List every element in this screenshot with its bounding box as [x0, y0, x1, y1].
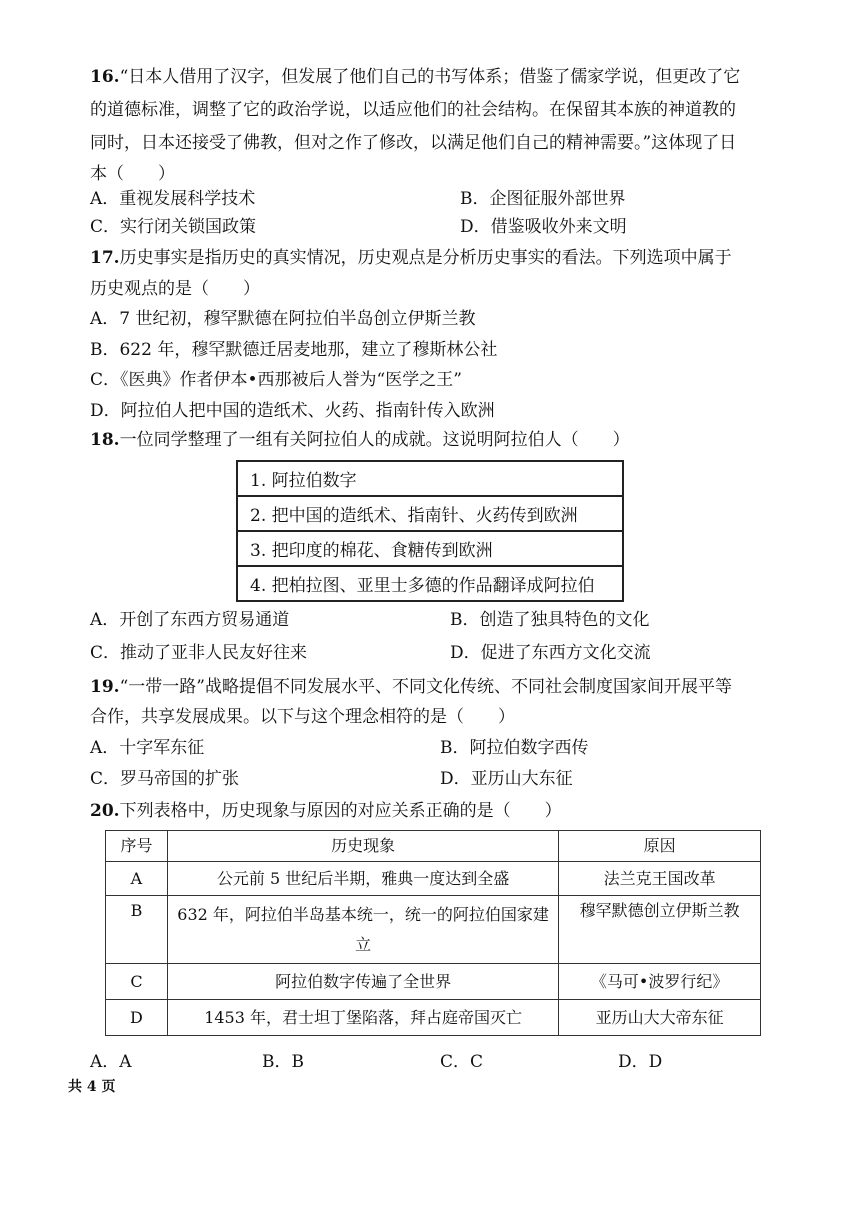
option-c: C．推动了亚非人民友好往来 — [90, 643, 308, 663]
row-phenomenon: 632 年，阿拉伯半岛基本统一，统一的阿拉伯国家建立 — [167, 896, 558, 964]
option-d: D．D — [618, 1052, 663, 1072]
row-cause: 法兰克王国改革 — [559, 862, 761, 896]
question-16-line-3: 同时，日本还接受了佛教，但对之作了修改，以满足他们自己的精神需要。”这体现了日 — [90, 133, 737, 153]
question-16-number: 16. — [90, 67, 120, 87]
question-16-line-2: 的道德标准，调整了它的政治学说，以适应他们的社会结构。在保留其本族的神道教的 — [90, 100, 736, 120]
option-b: B．阿拉伯数字西传 — [440, 738, 589, 758]
column-header: 历史现象 — [167, 831, 558, 862]
option-a: A．7 世纪初，穆罕默德在阿拉伯半岛创立伊斯兰教 — [90, 309, 476, 329]
option-b: B．B — [262, 1052, 304, 1072]
question-20-line-1: 20.下列表格中，历史现象与原因的对应关系正确的是（ ） — [90, 801, 562, 821]
row-phenomenon: 公元前 5 世纪后半期，雅典一度达到全盛 — [167, 862, 558, 896]
option-b: B．创造了独具特色的文化 — [450, 610, 650, 630]
list-item: 1. 阿拉伯数字 — [237, 461, 623, 496]
question-19-line-2: 合作，共享发展成果。以下与这个理念相符的是（ ） — [90, 707, 515, 727]
row-id: C — [106, 964, 168, 1000]
option-b: B．622 年，穆罕默德迁居麦地那，建立了穆斯林公社 — [90, 340, 498, 360]
row-cause: 穆罕默德创立伊斯兰教 — [559, 896, 761, 964]
table-row — [106, 1000, 761, 1036]
row-phenomenon: 1453 年，君士坦丁堡陷落，拜占庭帝国灭亡 — [167, 1000, 558, 1036]
option-a: A．A — [90, 1052, 132, 1072]
option-a: A．开创了东西方贸易通道 — [90, 610, 290, 630]
row-cause: 《马可•波罗行纪》 — [559, 964, 761, 1000]
row-cause: 亚历山大大帝东征 — [559, 1000, 761, 1036]
table-row — [106, 896, 761, 964]
question-20-number: 20. — [90, 801, 120, 821]
page-count: 共 4 页 — [68, 1079, 116, 1095]
list-item: 2. 把中国的造纸术、指南针、火药传到欧洲 — [237, 496, 623, 531]
question-18-line-1: 18.一位同学整理了一组有关阿拉伯人的成就。这说明阿拉伯人（ ） — [90, 430, 630, 450]
table-row — [106, 862, 761, 896]
achievement-list — [236, 460, 624, 602]
question-17-number: 17. — [90, 248, 120, 268]
option-d: D．借鉴吸收外来文明 — [460, 217, 627, 237]
option-c: C．《医典》作者伊本•西那被后人誉为“医学之王” — [90, 370, 462, 390]
question-19-line-1: 19.“一带一路”战略提倡不同发展水平、不同文化传统、不同社会制度国家间开展平等 — [90, 677, 732, 697]
table-header-row — [106, 831, 761, 862]
option-d: D．阿拉伯人把中国的造纸术、火药、指南针传入欧洲 — [90, 401, 495, 421]
option-d: D．促进了东西方文化交流 — [450, 643, 651, 663]
question-18-number: 18. — [90, 430, 120, 450]
column-header: 原因 — [559, 831, 761, 862]
row-id: D — [106, 1000, 168, 1036]
column-header: 序号 — [106, 831, 168, 862]
question-16-line-1: 16.“日本人借用了汉字，但发展了他们自己的书写体系；借鉴了儒家学说，但更改了它 — [90, 67, 741, 87]
option-c: C．罗马帝国的扩张 — [90, 769, 240, 789]
question-17-line-2: 历史观点的是（ ） — [90, 279, 260, 299]
row-id: B — [106, 896, 168, 964]
option-c: C．实行闭关锁国政策 — [90, 217, 257, 237]
row-phenomenon: 阿拉伯数字传遍了全世界 — [167, 964, 558, 1000]
question-16-line-4: 本（ ） — [90, 164, 175, 184]
table-row — [106, 964, 761, 1000]
option-a: A．十字军东征 — [90, 738, 205, 758]
option-c: C．C — [440, 1052, 484, 1072]
question-17-line-1: 17.历史事实是指历史的真实情况，历史观点是分析历史事实的看法。下列选项中属于 — [90, 248, 732, 268]
list-item: 4. 把柏拉图、亚里士多德的作品翻译成阿拉伯 — [237, 566, 623, 601]
option-d: D．亚历山大东征 — [440, 769, 573, 789]
row-id: A — [106, 862, 168, 896]
history-table — [105, 830, 761, 1036]
list-item: 3. 把印度的棉花、食糖传到欧洲 — [237, 531, 623, 566]
option-a: A．重视发展科学技术 — [90, 189, 256, 209]
question-19-number: 19. — [90, 677, 120, 697]
option-b: B．企图征服外部世界 — [460, 189, 626, 209]
